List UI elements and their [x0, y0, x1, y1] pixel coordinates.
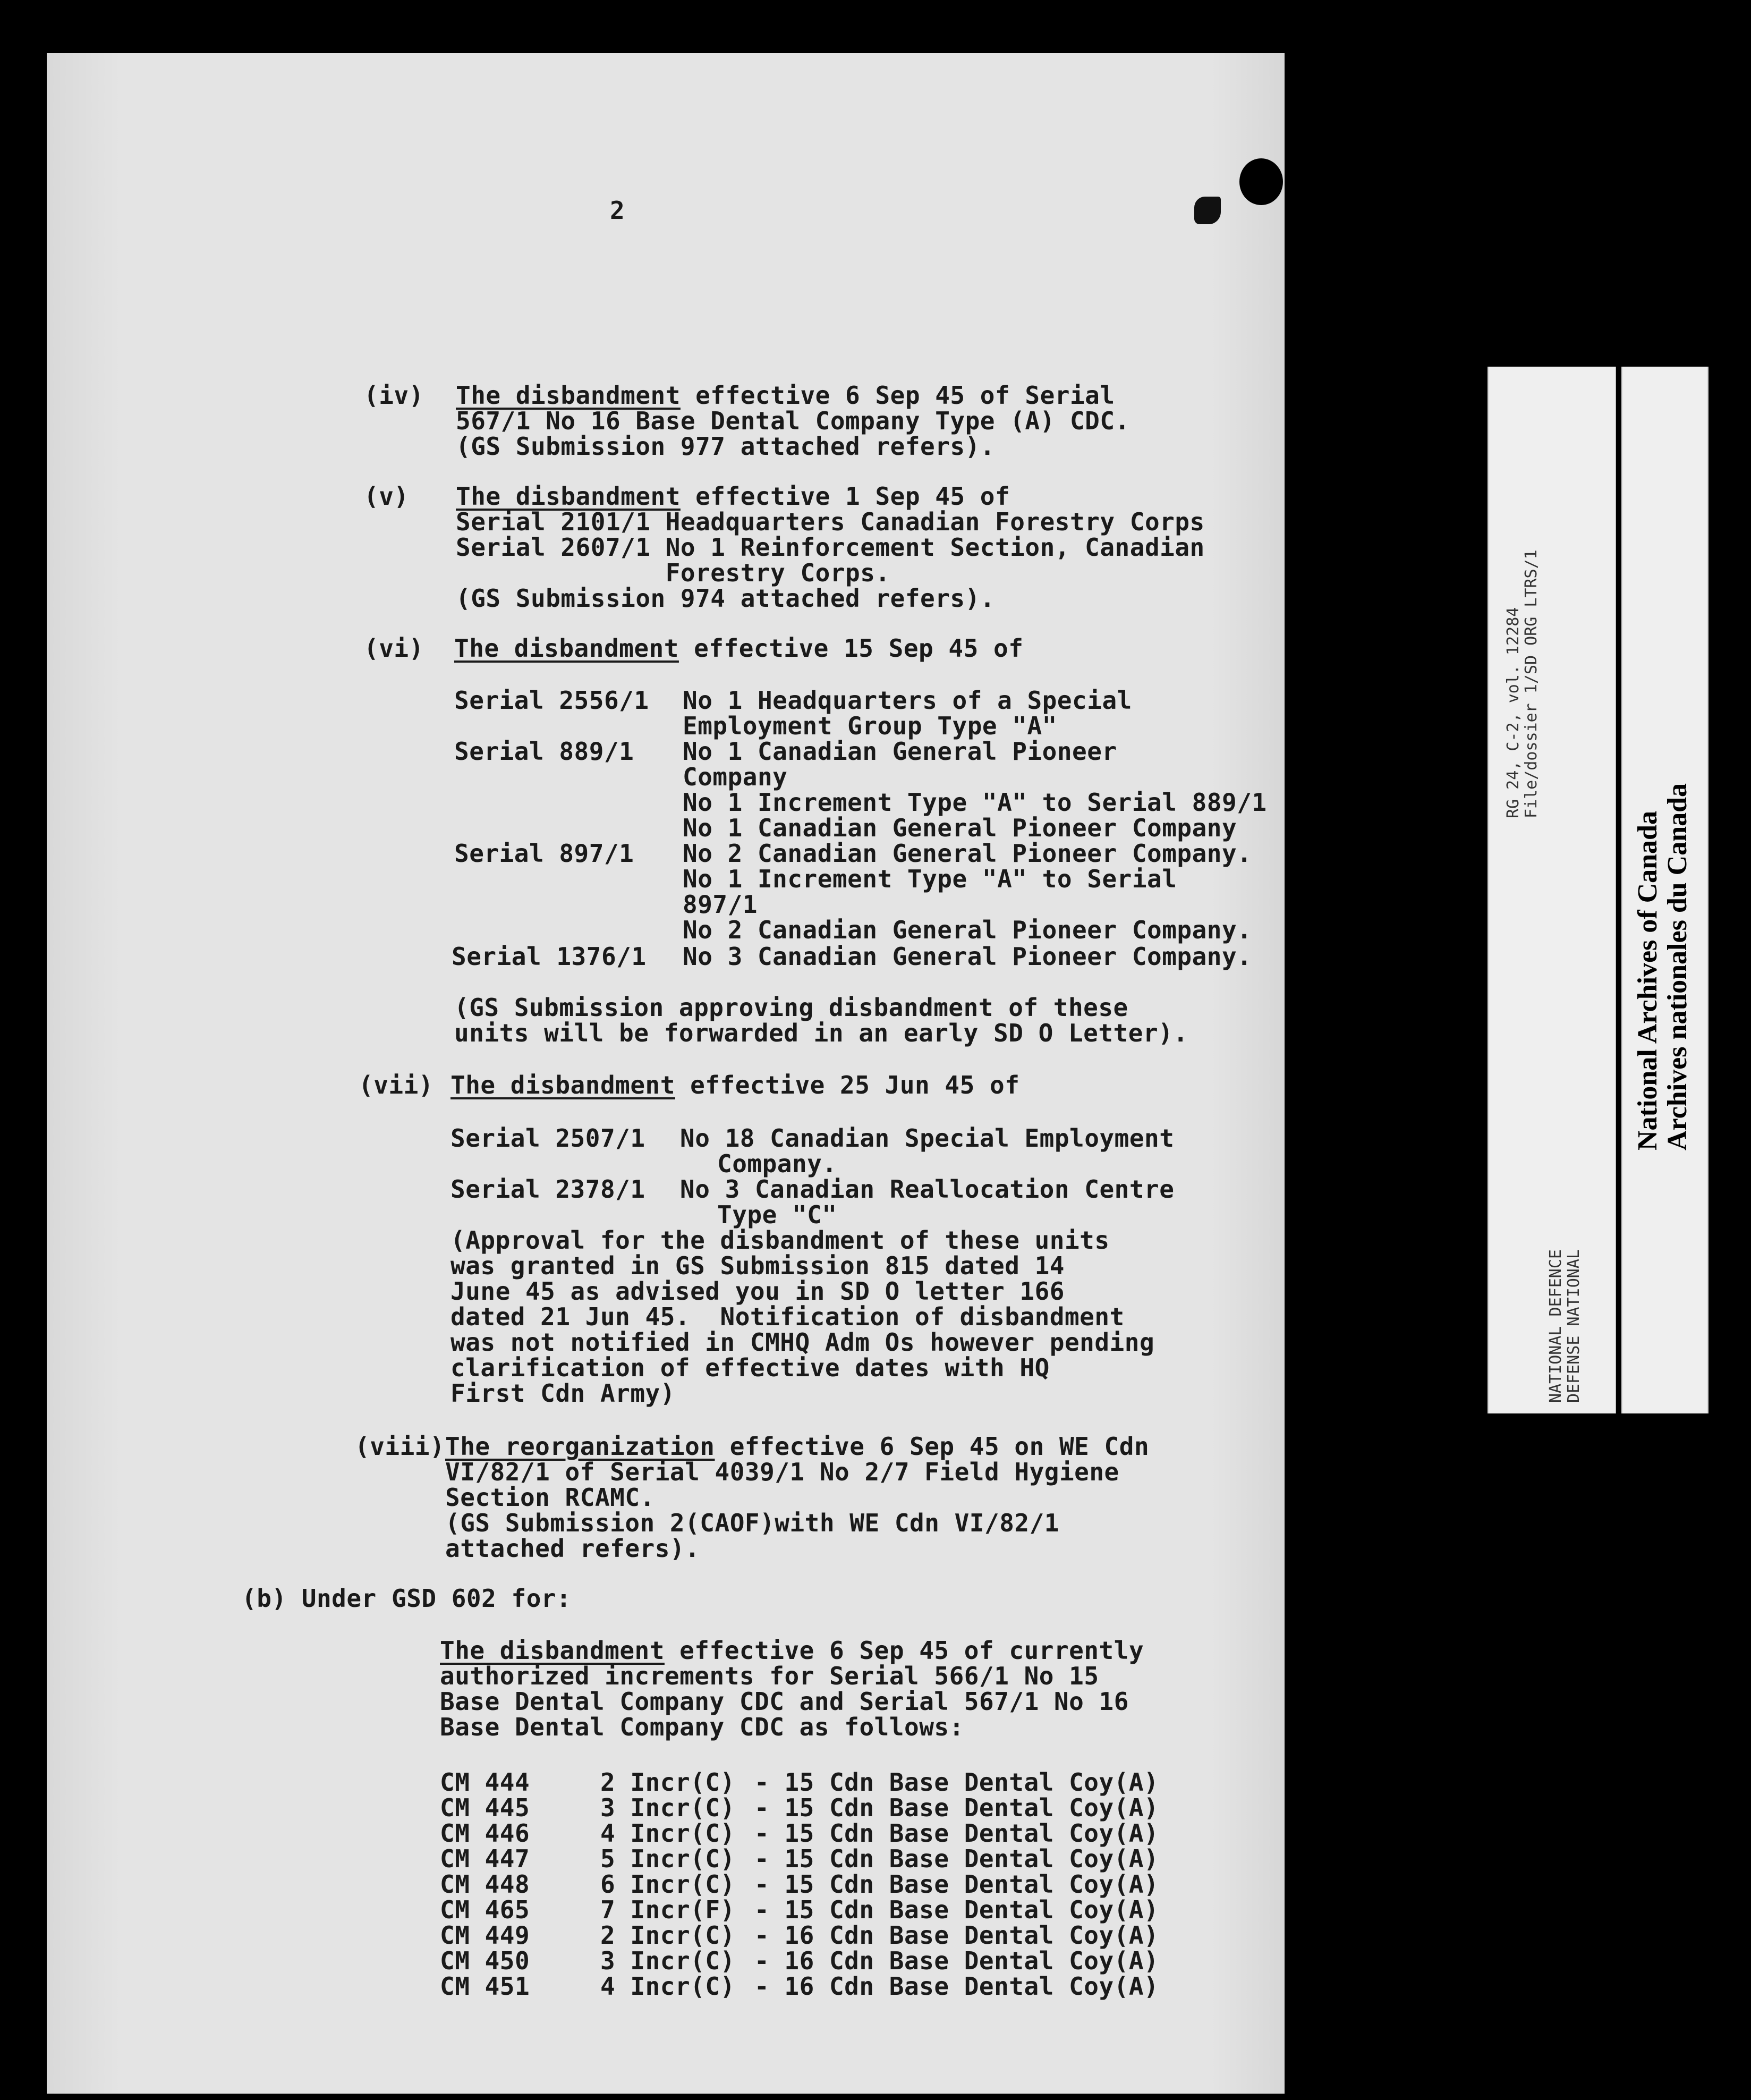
vi-serial-1376: Serial 1376/1: [452, 942, 647, 971]
archives-label: [1633, 783, 1693, 1150]
vi-note-line2: units will be forwarded in an early SD O Letter).: [454, 1019, 1188, 1047]
vi-serial-889-text3: No 1 Increment Type "A" to Serial 889/1: [683, 788, 1267, 817]
page-number: 2: [610, 196, 625, 225]
vi-serial-889-text2: Company: [683, 763, 788, 791]
vii-note-line2: was granted in GS Submission 815 dated 14: [450, 1251, 1065, 1280]
vi-serial-889-text1: No 1 Canadian General Pioneer: [683, 737, 1117, 766]
item-viii-line4: (GS Submission 2(CAOF)with WE Cdn VI/82/1: [445, 1509, 1059, 1537]
cm-code: CM 465: [440, 1895, 530, 1924]
archives-label-line2: Archives nationales du Canada: [1662, 783, 1693, 1150]
item-vi-label: (vi): [364, 634, 424, 663]
vii-note-line5: was not notified in CMHQ Adm Os however pending: [450, 1328, 1155, 1357]
cm-code: CM 445: [440, 1793, 530, 1822]
item-iv-label: (iv): [364, 381, 424, 410]
cm-code: CM 449: [440, 1921, 530, 1950]
cm-increment: 2 Incr(C): [600, 1921, 735, 1950]
vi-serial-897-text2: No 1 Increment Type "A" to Serial: [683, 865, 1177, 893]
item-v-line2: Serial 2101/1 Headquarters Canadian Forestry Corps: [456, 507, 1205, 536]
archive-reference-line2: File/dossier 1/SD ORG LTRS/1: [1522, 549, 1541, 818]
vii-note-line7: First Cdn Army): [450, 1379, 675, 1408]
cm-code: CM 446: [440, 1819, 530, 1848]
cm-unit: - 15 Cdn Base Dental Coy(A): [754, 1793, 1159, 1822]
vi-serial-889-text4: No 1 Canadian General Pioneer Company: [683, 814, 1237, 842]
section-b-line2: authorized increments for Serial 566/1 No 15: [440, 1662, 1099, 1690]
punch-hole: [1239, 158, 1283, 205]
cm-code: CM 450: [440, 1946, 530, 1975]
item-viii-label: (viii): [355, 1432, 445, 1461]
item-vii-label: (vii): [359, 1071, 434, 1099]
item-v-line3: Serial 2607/1 No 1 Reinforcement Section, Canadian: [456, 533, 1205, 562]
cm-code: CM 448: [440, 1870, 530, 1899]
vi-serial-2556-text2: Employment Group Type "A": [683, 712, 1057, 740]
cm-unit: - 15 Cdn Base Dental Coy(A): [754, 1870, 1159, 1899]
cm-code: CM 447: [440, 1844, 530, 1873]
item-vii-line1: The disbandment effective 25 Jun 45 of: [450, 1071, 1020, 1099]
vii-note-line6: clarification of effective dates with HQ: [450, 1353, 1050, 1382]
item-iv-line1: The disbandment effective 6 Sep 45 of Serial: [456, 381, 1115, 410]
vi-serial-1376-text1: No 3 Canadian General Pioneer Company.: [683, 942, 1252, 971]
vi-serial-897-text3: 897/1: [683, 890, 758, 919]
cm-increment: 4 Incr(C): [600, 1972, 735, 2001]
vii-serial-2378-text1: No 3 Canadian Reallocation Centre: [680, 1175, 1175, 1204]
cm-unit: - 15 Cdn Base Dental Coy(A): [754, 1895, 1159, 1924]
section-b-line1: The disbandment effective 6 Sep 45 of currently: [440, 1636, 1144, 1665]
cm-increment: 4 Incr(C): [600, 1819, 735, 1848]
item-v-label: (v): [364, 482, 409, 511]
item-iv-line3: (GS Submission 977 attached refers).: [456, 432, 995, 461]
vii-serial-2378-text2: Type "C": [717, 1200, 837, 1229]
cm-increment: 2 Incr(C): [600, 1768, 735, 1797]
ink-mark: [1194, 197, 1221, 224]
item-viii-line1: The reorganization effective 6 Sep 45 on WE Cdn: [445, 1432, 1150, 1461]
defence-stamp-line2: DEFENSE NATIONAL: [1565, 1249, 1583, 1403]
cm-code: CM 444: [440, 1768, 530, 1797]
archive-reference-line1: RG 24, C-2, vol. 12284: [1504, 607, 1523, 818]
section-b-heading: (b) Under GSD 602 for:: [242, 1584, 572, 1613]
item-vi-line1: The disbandment effective 15 Sep 45 of: [454, 634, 1024, 663]
cm-increment: 5 Incr(C): [600, 1844, 735, 1873]
item-v-line5: (GS Submission 974 attached refers).: [456, 584, 995, 613]
archives-label-strip: [1621, 367, 1708, 1413]
cm-unit: - 15 Cdn Base Dental Coy(A): [754, 1819, 1159, 1848]
cm-increment: 6 Incr(C): [600, 1870, 735, 1899]
cm-increment: 3 Incr(C): [600, 1793, 735, 1822]
item-viii-line2: VI/82/1 of Serial 4039/1 No 2/7 Field Hygiene: [445, 1458, 1119, 1486]
vii-note-line4: dated 21 Jun 45. Notification of disbandment: [450, 1302, 1125, 1331]
defence-stamp: [1547, 1249, 1583, 1403]
item-v-line1: The disbandment effective 1 Sep 45 of: [456, 482, 1010, 511]
defence-stamp-line1: NATIONAL DEFENCE: [1546, 1249, 1565, 1403]
cm-unit: - 16 Cdn Base Dental Coy(A): [754, 1921, 1159, 1950]
item-v-line4: Forestry Corps.: [456, 558, 890, 587]
item-viii-line5: attached refers).: [445, 1534, 700, 1563]
vii-serial-2507: Serial 2507/1: [450, 1124, 645, 1153]
vi-serial-897: Serial 897/1: [454, 839, 634, 868]
vi-serial-2556-text1: No 1 Headquarters of a Special: [683, 686, 1132, 715]
vii-serial-2507-text1: No 18 Canadian Special Employment: [680, 1124, 1175, 1153]
vii-note-line3: June 45 as advised you in SD O letter 166: [450, 1277, 1065, 1306]
item-viii-line3: Section RCAMC.: [445, 1483, 655, 1512]
cm-increment: 7 Incr(F): [600, 1895, 735, 1924]
section-b-line3: Base Dental Company CDC and Serial 567/1 No 16: [440, 1687, 1129, 1716]
cm-code: CM 451: [440, 1972, 530, 2001]
vii-serial-2378: Serial 2378/1: [450, 1175, 645, 1204]
cm-unit: - 15 Cdn Base Dental Coy(A): [754, 1844, 1159, 1873]
vi-serial-2556: Serial 2556/1: [454, 686, 649, 715]
vii-serial-2507-text2: Company.: [717, 1149, 837, 1178]
archive-stamp-strip: [1488, 367, 1616, 1413]
cm-unit: - 16 Cdn Base Dental Coy(A): [754, 1972, 1159, 2001]
cm-increment: 3 Incr(C): [600, 1946, 735, 1975]
archives-label-line1: National Archives of Canada: [1633, 811, 1663, 1150]
item-iv-line2: 567/1 No 16 Base Dental Company Type (A) CDC.: [456, 407, 1130, 435]
section-b-line4: Base Dental Company CDC as follows:: [440, 1713, 964, 1741]
cm-unit: - 16 Cdn Base Dental Coy(A): [754, 1946, 1159, 1975]
vi-serial-897-text1: No 2 Canadian General Pioneer Company.: [683, 839, 1252, 868]
vi-serial-889: Serial 889/1: [454, 737, 634, 766]
vii-note-line1: (Approval for the disbandment of these units: [450, 1226, 1110, 1255]
cm-unit: - 15 Cdn Base Dental Coy(A): [754, 1768, 1159, 1797]
vi-note-line1: (GS Submission approving disbandment of these: [454, 993, 1128, 1022]
vi-serial-897-text4: No 2 Canadian General Pioneer Company.: [683, 916, 1252, 944]
archive-reference: [1504, 549, 1541, 818]
